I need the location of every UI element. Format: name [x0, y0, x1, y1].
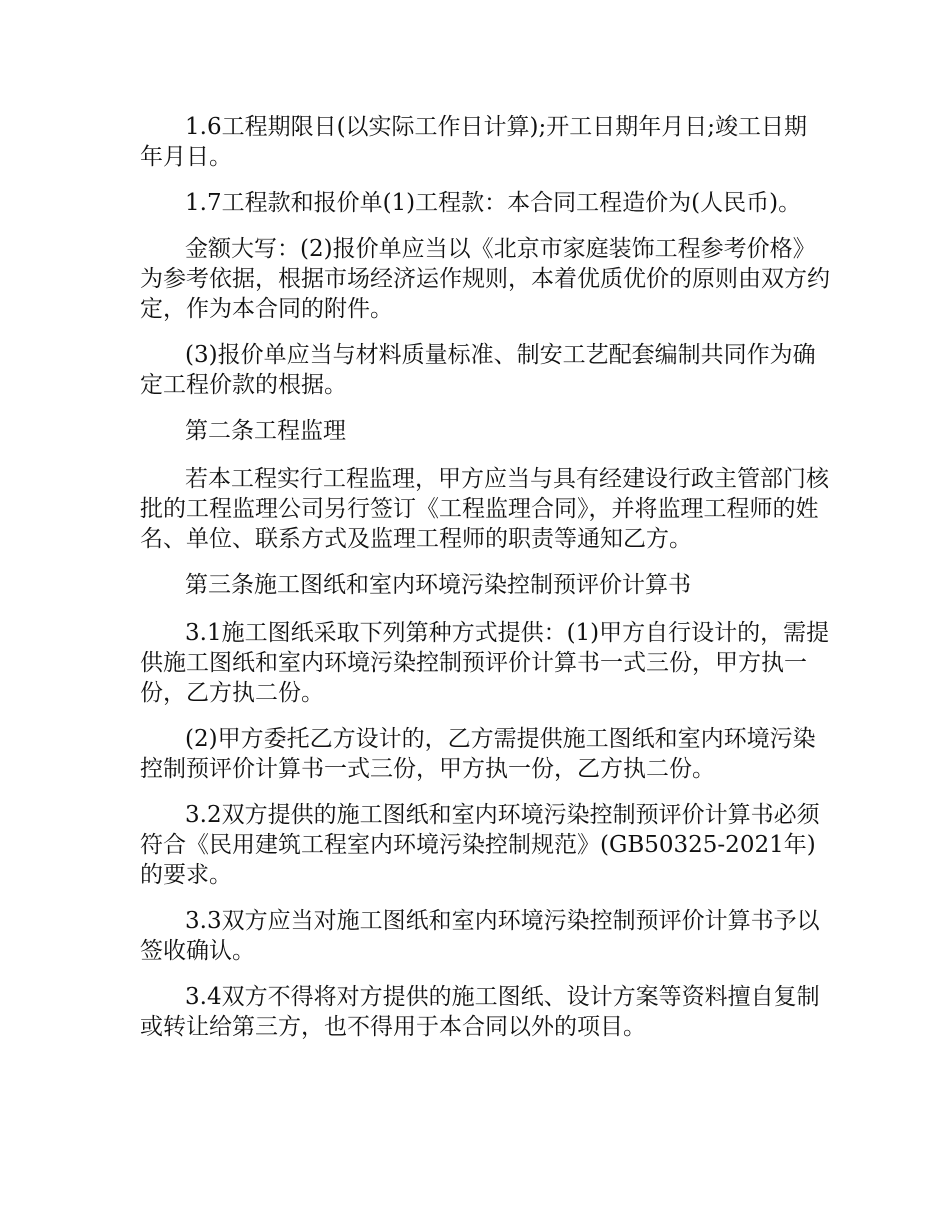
- paragraph-3-3-signing-confirmation: 3.3双方应当对施工图纸和室内环境污染控制预评价计算书予以签收确认。: [140, 908, 820, 964]
- paragraph-quotation-basis: (3)报价单应当与材料质量标准、制安工艺配套编制共同作为确定工程价款的根据。: [140, 342, 816, 398]
- paragraph-3-1-entrusted-design: (2)甲方委托乙方设计的，乙方需提供施工图纸和室内环境污染控制预评价计算书一式三份，甲方执一份，乙方执二份。: [140, 726, 816, 782]
- paragraph-3-2-standards-compliance: 3.2双方提供的施工图纸和室内环境污染控制预评价计算书必须符合《民用建筑工程室内环境污染控制规范》(GB50325-2021年)的要求。: [140, 802, 820, 888]
- paragraph-3-4-usage-restriction: 3.4双方不得将对方提供的施工图纸、设计方案等资料擅自复制或转让给第三方，也不得用于本合同以外的项目。: [140, 984, 820, 1040]
- section-heading-article-3: 第三条施工图纸和室内环境污染控制预评价计算书: [185, 572, 691, 598]
- section-heading-article-2: 第二条工程监理: [185, 418, 346, 444]
- paragraph-1-7-project-price: 1.7工程款和报价单(1)工程款：本合同工程造价为(人民币)。: [185, 190, 802, 216]
- paragraph-engineering-supervision: 若本工程实行工程监理，甲方应当与具有经建设行政主管部门核批的工程监理公司另行签订《工程监理合同》，并将监理工程师的姓名、单位、联系方式及监理工程师的职责等通知乙方。: [140, 466, 829, 552]
- paragraph-amount-capitalized: 金额大写：(2)报价单应当以《北京市家庭装饰工程参考价格》为参考依据，根据市场经济运作规则，本着优质优价的原则由双方约定，作为本合同的附件。: [140, 236, 830, 322]
- paragraph-3-1-drawings-provision: 3.1施工图纸采取下列第种方式提供：(1)甲方自行设计的，需提供施工图纸和室内环境污染控制预评价计算书一式三份，甲方执一份，乙方执二份。: [140, 620, 830, 706]
- document-body: [140, 112, 830, 1058]
- paragraph-1-6-work-period: 1.6工程期限日(以实际工作日计算);开工日期年月日;竣工日期年月日。: [140, 114, 808, 170]
